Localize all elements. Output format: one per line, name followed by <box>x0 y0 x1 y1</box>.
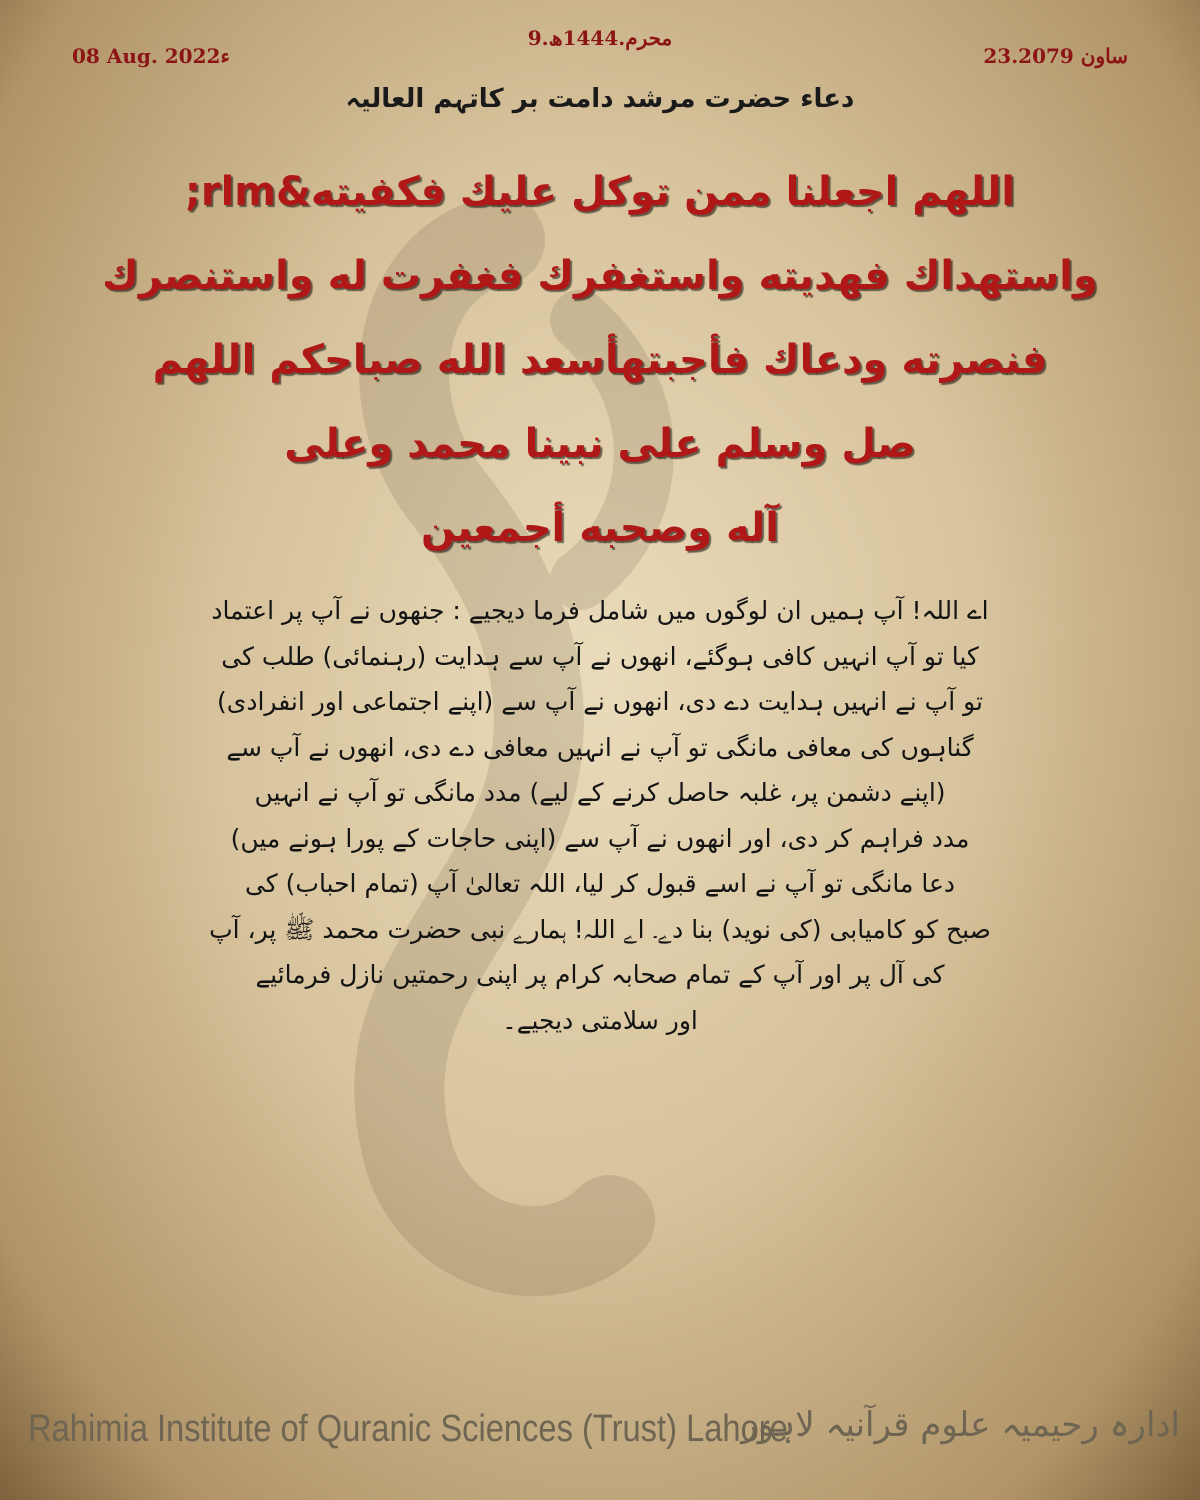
gregorian-date: 08 Aug. 2022ء <box>72 44 230 68</box>
urdu-line: (اپنے دشمن پر، غلبہ حاصل کرنے کے لیے) مدد مانگی تو آپ نے انہیں <box>254 778 946 807</box>
arabic-line: واستهداك فهديته واستغفرك فغفرت له واستنصرك <box>102 253 1098 299</box>
urdu-line: اے اللہ! آپ ہمیں ان لوگوں میں شامل فرما دیجیے : جنھوں نے آپ پر اعتماد <box>211 596 989 625</box>
urdu-line: دعا مانگی تو آپ نے اسے قبول کر لیا، اللہ تعالیٰ آپ (تمام احباب) کی <box>244 869 956 898</box>
footer <box>0 1400 1200 1480</box>
urdu-line: اور سلامتی دیجیے۔ <box>502 1005 698 1035</box>
urdu-line: صبح کو کامیابی (کی نوید) بنا دے۔ اے اللہ! ہمارے نبی حضرت محمد ﷺ پر، آپ <box>209 914 991 944</box>
arabic-line: صل وسلم على نبينا محمد وعلى <box>284 421 916 467</box>
urdu-line: کیا تو آپ انہیں کافی ہوگئے، انھوں نے آپ سے ہدایت (رہنمائی) طلب کی <box>221 641 979 671</box>
urdu-line: گناہوں کی معافی مانگی تو آپ نے انہیں معافی دے دی، انھوں نے آپ سے <box>226 732 974 762</box>
hijri-date: 9.محرم.1444ھ <box>527 26 673 50</box>
urdu-translation <box>140 588 1060 1043</box>
arabic-line: اللهم اجعلنا ممن توكل عليك فكفيته&rlm; <box>184 169 1016 215</box>
urdu-line: تو آپ نے انہیں ہدایت دے دی، انھوں نے آپ سے (اپنے اجتماعی اور انفرادی) <box>217 687 983 716</box>
arabic-dua <box>60 150 1140 570</box>
institute-logo-urdu: ادارہ رحیمیہ علوم قرآنیہ لاہور <box>741 1405 1180 1445</box>
arabic-line: آله وصحبه أجمعين <box>420 505 780 551</box>
urdu-line: مدد فراہم کر دی، اور انھوں نے آپ سے (اپنی حاجات کے پورا ہونے میں) <box>230 823 970 853</box>
dua-heading: دعاء حضرت مرشد دامت بر کاتہم العالیہ <box>345 84 855 114</box>
arabic-line: فنصرته ودعاك فأجبتهأسعد الله صباحكم اللهم <box>152 337 1048 383</box>
institute-name-english: Rahimia Institute of Quranic Sciences (Trust) Lahore <box>28 1408 788 1450</box>
bikrami-date: 23.ساون 2079 <box>983 44 1128 68</box>
urdu-line: کی آل پر اور آپ کے تمام صحابہ کرام پر اپنی رحمتیں نازل فرمائیے <box>255 960 945 989</box>
